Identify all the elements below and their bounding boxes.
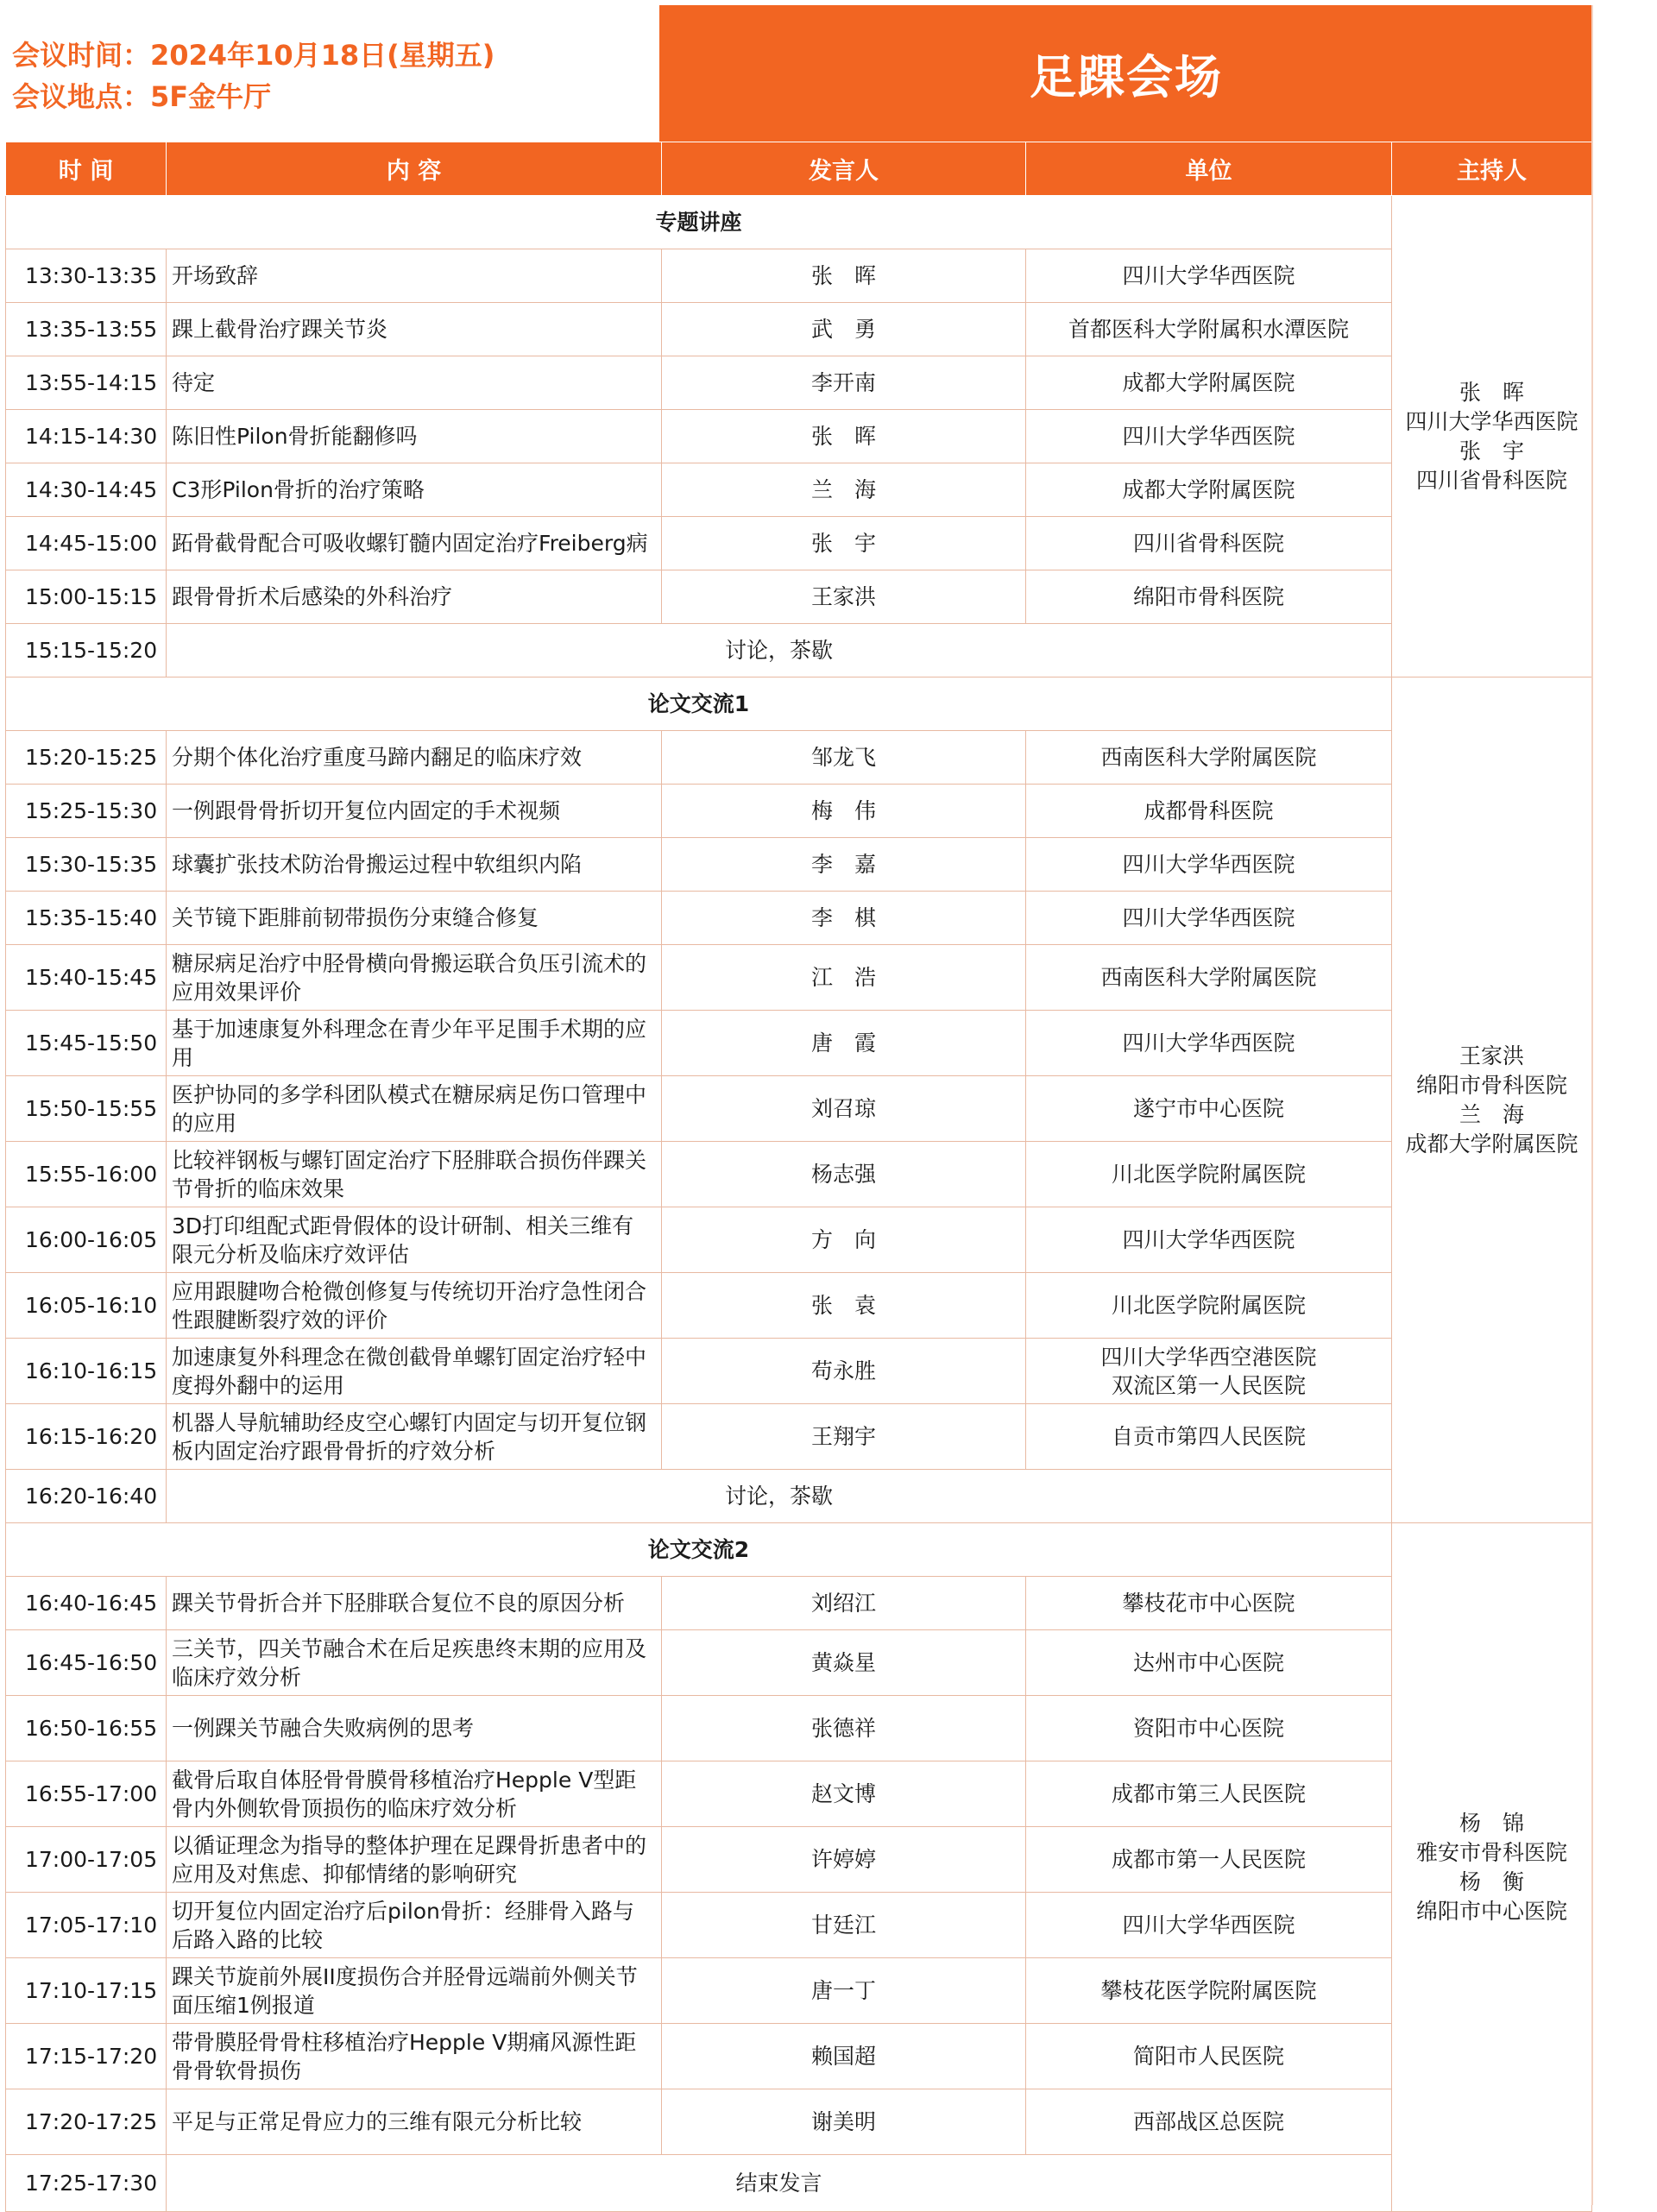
unit-cell (1026, 303, 1392, 356)
unit-cell (1026, 1404, 1392, 1470)
unit-line: 四川大学华西医院 (1122, 905, 1295, 930)
unit-cell (1026, 463, 1392, 517)
time-cell: 13:30-13:35 (6, 249, 167, 303)
table-row (6, 1893, 1592, 1958)
unit-cell (1026, 1761, 1392, 1827)
time-cell: 15:50-15:55 (6, 1076, 167, 1142)
content-cell: 机器人导航辅助经皮空心螺钉内固定与切开复位钢板内固定治疗跟骨骨折的疗效分析 (167, 1404, 662, 1470)
time-cell: 17:20-17:25 (6, 2089, 167, 2155)
host-line: 四川大学华西医院 (1405, 408, 1578, 434)
unit-line: 川北医学院附属医院 (1111, 1162, 1306, 1187)
unit-line: 首都医科大学附属积水潭医院 (1068, 317, 1349, 342)
time-cell: 15:00-15:15 (6, 570, 167, 624)
section-title-row (6, 677, 1592, 731)
unit-line: 四川大学华西空港医院 (1100, 1344, 1317, 1370)
unit-cell (1026, 1577, 1392, 1630)
speaker-cell: 唐 霞 (662, 1011, 1026, 1076)
time-cell: 16:40-16:45 (6, 1577, 167, 1630)
agenda-header (5, 5, 1591, 142)
column-header-unit: 单位 (1026, 142, 1392, 196)
table-row (6, 1207, 1592, 1273)
speaker-cell: 江 浩 (662, 945, 1026, 1011)
section-title: 论文交流2 (6, 1523, 1392, 1577)
time-cell: 15:15-15:20 (6, 624, 167, 677)
content-cell: C3形Pilon骨折的治疗策略 (167, 463, 662, 517)
table-row (6, 1142, 1592, 1207)
table-row (6, 1470, 1592, 1523)
unit-line: 四川大学华西医院 (1122, 852, 1295, 877)
unit-line: 双流区第一人民医院 (1111, 1372, 1306, 1398)
unit-line: 攀枝花市中心医院 (1122, 1591, 1295, 1616)
table-row (6, 1273, 1592, 1339)
host-line: 杨 锦 (1459, 1810, 1524, 1836)
unit-line: 四川大学华西医院 (1122, 1913, 1295, 1938)
speaker-cell: 王翔宇 (662, 1404, 1026, 1470)
speaker-cell: 刘召琼 (662, 1076, 1026, 1142)
time-cell: 14:15-14:30 (6, 410, 167, 463)
section-title: 论文交流1 (6, 677, 1392, 731)
unit-cell (1026, 1893, 1392, 1958)
time-cell: 17:25-17:30 (6, 2155, 167, 2212)
unit-line: 成都大学附属医院 (1122, 370, 1295, 395)
break-cell: 讨论，茶歇 (167, 1470, 1392, 1523)
table-row (6, 1577, 1592, 1630)
unit-cell (1026, 517, 1392, 570)
speaker-cell: 甘廷江 (662, 1893, 1026, 1958)
host-line: 张 宇 (1459, 438, 1524, 463)
content-cell: 球囊扩张技术防治骨搬运过程中软组织内陷 (167, 838, 662, 892)
break-cell: 结束发言 (167, 2155, 1392, 2212)
break-cell: 讨论，茶歇 (167, 624, 1392, 677)
speaker-cell: 苟永胜 (662, 1339, 1026, 1404)
agenda-sheet (5, 5, 1591, 2212)
content-cell: 关节镜下距腓前韧带损伤分束缝合修复 (167, 892, 662, 945)
unit-line: 成都市第三人民医院 (1111, 1781, 1306, 1806)
content-cell: 应用跟腱吻合枪微创修复与传统切开治疗急性闭合性跟腱断裂疗效的评价 (167, 1273, 662, 1339)
speaker-cell: 张 晖 (662, 249, 1026, 303)
table-row (6, 1761, 1592, 1827)
unit-line: 四川大学华西医院 (1122, 263, 1295, 288)
content-cell: 跖骨截骨配合可吸收螺钉髓内固定治疗Freiberg病 (167, 517, 662, 570)
meeting-time: 会议时间：2024年10月18日(星期五) (12, 39, 495, 72)
host-line: 王家洪 (1459, 1043, 1524, 1068)
unit-cell (1026, 1207, 1392, 1273)
speaker-cell: 唐一丁 (662, 1958, 1026, 2024)
section-title-row (6, 196, 1592, 249)
speaker-cell: 王家洪 (662, 570, 1026, 624)
time-cell: 16:05-16:10 (6, 1273, 167, 1339)
unit-cell (1026, 1339, 1392, 1404)
time-cell: 15:20-15:25 (6, 731, 167, 785)
content-cell: 比较袢钢板与螺钉固定治疗下胫腓联合损伤伴踝关节骨折的临床效果 (167, 1142, 662, 1207)
host-line: 张 晖 (1459, 379, 1524, 405)
content-cell: 基于加速康复外科理念在青少年平足围手术期的应用 (167, 1011, 662, 1076)
speaker-cell: 张 晖 (662, 410, 1026, 463)
host-line: 雅安市骨科医院 (1415, 1839, 1567, 1865)
unit-cell (1026, 1958, 1392, 2024)
speaker-cell: 兰 海 (662, 463, 1026, 517)
agenda-body (6, 196, 1592, 2212)
host-cell (1392, 677, 1592, 1523)
content-cell: 踝上截骨治疗踝关节炎 (167, 303, 662, 356)
table-row (6, 303, 1592, 356)
table-row (6, 838, 1592, 892)
section-title-row (6, 1523, 1592, 1577)
unit-line: 资阳市中心医院 (1132, 1716, 1284, 1741)
table-row (6, 2155, 1592, 2212)
unit-cell (1026, 1630, 1392, 1696)
time-cell: 16:55-17:00 (6, 1761, 167, 1827)
time-cell: 16:50-16:55 (6, 1696, 167, 1761)
speaker-cell: 李 棋 (662, 892, 1026, 945)
speaker-cell: 赵文博 (662, 1761, 1026, 1827)
table-row (6, 1011, 1592, 1076)
content-cell: 踝关节旋前外展II度损伤合并胫骨远端前外侧关节面压缩1例报道 (167, 1958, 662, 2024)
unit-cell (1026, 1273, 1392, 1339)
unit-line: 四川大学华西医院 (1122, 424, 1295, 449)
time-cell: 13:35-13:55 (6, 303, 167, 356)
unit-cell (1026, 785, 1392, 838)
time-cell: 17:00-17:05 (6, 1827, 167, 1893)
time-cell: 16:10-16:15 (6, 1339, 167, 1404)
content-cell: 3D打印组配式距骨假体的设计研制、相关三维有限元分析及临床疗效评估 (167, 1207, 662, 1273)
table-row (6, 945, 1592, 1011)
time-cell: 14:30-14:45 (6, 463, 167, 517)
content-cell: 待定 (167, 356, 662, 410)
time-cell: 14:45-15:00 (6, 517, 167, 570)
table-row (6, 2024, 1592, 2089)
table-row (6, 570, 1592, 624)
speaker-cell: 张 宇 (662, 517, 1026, 570)
speaker-cell: 方 向 (662, 1207, 1026, 1273)
content-cell: 踝关节骨折合并下胫腓联合复位不良的原因分析 (167, 1577, 662, 1630)
section-title: 专题讲座 (6, 196, 1392, 249)
unit-cell (1026, 2089, 1392, 2155)
content-cell: 糖尿病足治疗中胫骨横向骨搬运联合负压引流术的应用效果评价 (167, 945, 662, 1011)
unit-line: 四川大学华西医院 (1122, 1030, 1295, 1056)
time-cell: 17:15-17:20 (6, 2024, 167, 2089)
speaker-cell: 李开南 (662, 356, 1026, 410)
table-row (6, 624, 1592, 677)
time-cell: 16:45-16:50 (6, 1630, 167, 1696)
table-row (6, 892, 1592, 945)
column-header-host: 主持人 (1392, 142, 1592, 196)
content-cell: 截骨后取自体胫骨骨膜骨移植治疗Hepple V型距骨内外侧软骨顶损伤的临床疗效分析 (167, 1761, 662, 1827)
host-line: 绵阳市中心医院 (1415, 1898, 1567, 1924)
unit-line: 绵阳市骨科医院 (1132, 584, 1284, 609)
unit-line: 西南医科大学附属医院 (1100, 965, 1317, 990)
time-cell: 15:45-15:50 (6, 1011, 167, 1076)
content-cell: 平足与正常足骨应力的三维有限元分析比较 (167, 2089, 662, 2155)
time-cell: 16:15-16:20 (6, 1404, 167, 1470)
content-cell: 加速康复外科理念在微创截骨单螺钉固定治疗轻中度拇外翻中的运用 (167, 1339, 662, 1404)
time-cell: 17:10-17:15 (6, 1958, 167, 2024)
unit-cell (1026, 249, 1392, 303)
host-line: 兰 海 (1459, 1101, 1524, 1127)
unit-line: 成都市第一人民医院 (1111, 1847, 1306, 1872)
speaker-cell: 黄焱星 (662, 1630, 1026, 1696)
meeting-meta (5, 5, 661, 142)
unit-cell (1026, 731, 1392, 785)
table-row (6, 1404, 1592, 1470)
content-cell: 带骨膜胫骨骨柱移植治疗Hepple V期痛风源性距骨骨软骨损伤 (167, 2024, 662, 2089)
table-row (6, 1958, 1592, 2024)
meeting-place: 会议地点：5F金牛厅 (12, 80, 272, 113)
table-row (6, 731, 1592, 785)
speaker-cell: 李 嘉 (662, 838, 1026, 892)
table-row (6, 517, 1592, 570)
speaker-cell: 张德祥 (662, 1696, 1026, 1761)
unit-line: 达州市中心医院 (1132, 1650, 1284, 1675)
unit-cell (1026, 2024, 1392, 2089)
content-cell: 分期个体化治疗重度马蹄内翻足的临床疗效 (167, 731, 662, 785)
unit-line: 川北医学院附属医院 (1111, 1293, 1306, 1318)
unit-line: 成都骨科医院 (1144, 798, 1274, 823)
speaker-cell: 杨志强 (662, 1142, 1026, 1207)
unit-line: 成都大学附属医院 (1122, 477, 1295, 502)
time-cell: 13:55-14:15 (6, 356, 167, 410)
table-row (6, 410, 1592, 463)
table-row (6, 249, 1592, 303)
unit-line: 攀枝花医学院附属医院 (1100, 1978, 1317, 2003)
unit-cell (1026, 1076, 1392, 1142)
host-line: 四川省骨科医院 (1415, 467, 1567, 493)
unit-line: 自贡市第四人民医院 (1111, 1424, 1306, 1449)
speaker-cell: 谢美明 (662, 2089, 1026, 2155)
host-line: 杨 衡 (1459, 1869, 1524, 1894)
table-row (6, 1696, 1592, 1761)
unit-cell (1026, 570, 1392, 624)
column-header-time: 时 间 (6, 142, 167, 196)
unit-cell (1026, 1696, 1392, 1761)
time-cell: 15:25-15:30 (6, 785, 167, 838)
table-row (6, 1630, 1592, 1696)
speaker-cell: 邹龙飞 (662, 731, 1026, 785)
time-cell: 15:55-16:00 (6, 1142, 167, 1207)
table-row (6, 1827, 1592, 1893)
host-cell (1392, 196, 1592, 677)
table-row (6, 785, 1592, 838)
time-cell: 17:05-17:10 (6, 1893, 167, 1958)
host-line: 成都大学附属医院 (1405, 1131, 1578, 1156)
column-header-row (6, 142, 1592, 196)
unit-line: 西南医科大学附属医院 (1100, 745, 1317, 770)
time-cell: 16:00-16:05 (6, 1207, 167, 1273)
content-cell: 跟骨骨折术后感染的外科治疗 (167, 570, 662, 624)
content-cell: 医护协同的多学科团队模式在糖尿病足伤口管理中的应用 (167, 1076, 662, 1142)
host-line: 绵阳市骨科医院 (1415, 1072, 1567, 1098)
content-cell: 一例跟骨骨折切开复位内固定的手术视频 (167, 785, 662, 838)
unit-cell (1026, 1827, 1392, 1893)
unit-cell (1026, 410, 1392, 463)
unit-cell (1026, 838, 1392, 892)
speaker-cell: 梅 伟 (662, 785, 1026, 838)
time-cell: 15:35-15:40 (6, 892, 167, 945)
speaker-cell: 许婷婷 (662, 1827, 1026, 1893)
content-cell: 一例踝关节融合失败病例的思考 (167, 1696, 662, 1761)
speaker-cell: 张 袁 (662, 1273, 1026, 1339)
speaker-cell: 刘绍江 (662, 1577, 1026, 1630)
table-row (6, 1076, 1592, 1142)
content-cell: 陈旧性Pilon骨折能翻修吗 (167, 410, 662, 463)
speaker-cell: 武 勇 (662, 303, 1026, 356)
host-cell (1392, 1523, 1592, 2212)
table-row (6, 463, 1592, 517)
content-cell: 以循证理念为指导的整体护理在足踝骨折患者中的应用及对焦虑、抑郁情绪的影响研究 (167, 1827, 662, 1893)
venue-title: 足踝会场 (661, 5, 1591, 142)
unit-line: 遂宁市中心医院 (1132, 1096, 1284, 1121)
time-cell: 15:40-15:45 (6, 945, 167, 1011)
unit-cell (1026, 1011, 1392, 1076)
unit-line: 简阳市人民医院 (1132, 2044, 1284, 2069)
unit-cell (1026, 1142, 1392, 1207)
content-cell: 切开复位内固定治疗后pilon骨折：经腓骨入路与后路入路的比较 (167, 1893, 662, 1958)
time-cell: 15:30-15:35 (6, 838, 167, 892)
speaker-cell: 赖国超 (662, 2024, 1026, 2089)
column-header-speaker: 发言人 (662, 142, 1026, 196)
unit-cell (1026, 892, 1392, 945)
unit-cell (1026, 356, 1392, 410)
content-cell: 开场致辞 (167, 249, 662, 303)
table-row (6, 356, 1592, 410)
unit-cell (1026, 945, 1392, 1011)
time-cell: 16:20-16:40 (6, 1470, 167, 1523)
table-row (6, 1339, 1592, 1404)
unit-line: 四川大学华西医院 (1122, 1227, 1295, 1252)
unit-line: 西部战区总医院 (1132, 2109, 1284, 2134)
content-cell: 三关节，四关节融合术在后足疾患终末期的应用及临床疗效分析 (167, 1630, 662, 1696)
sheet-gridline (1591, 5, 1593, 2205)
unit-line: 四川省骨科医院 (1132, 531, 1284, 556)
table-row (6, 2089, 1592, 2155)
column-header-content: 内 容 (167, 142, 662, 196)
agenda-table (5, 142, 1592, 2212)
